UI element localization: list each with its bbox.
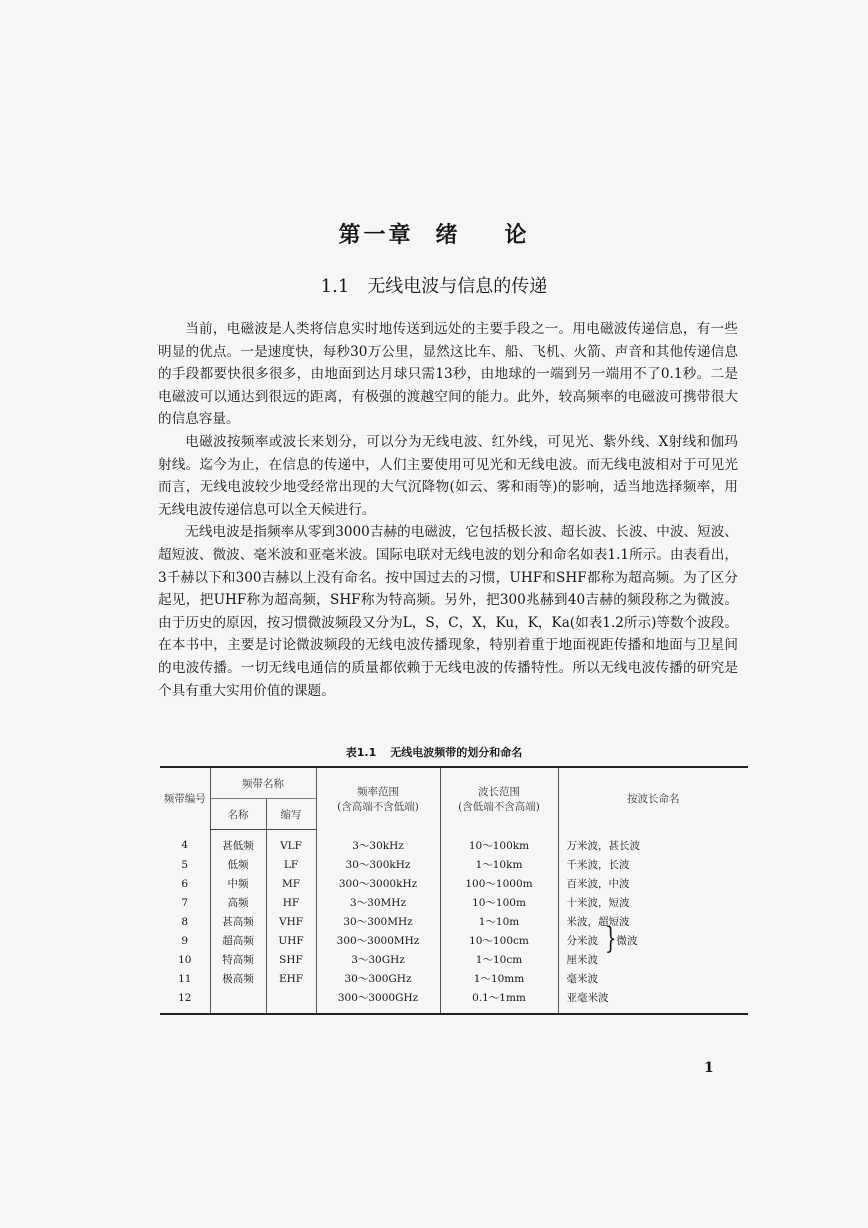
cell-wave-name: 分米波 — [566, 935, 598, 947]
cell-wave-name: 万米波，甚长波 — [558, 830, 748, 856]
cell-wave-name: 毫米波 — [558, 969, 748, 988]
cell-wave-name: 厘米波 — [558, 950, 748, 969]
section-title — [0, 272, 868, 298]
cell-wave: 10～100m — [440, 893, 558, 912]
cell-band-no: 6 — [181, 877, 189, 890]
cell-wave: 1～10mm — [440, 969, 558, 988]
table-row — [160, 874, 748, 893]
cell-wave: 1～10m — [440, 912, 558, 931]
cell-wave: 1～10cm — [440, 950, 558, 969]
cell-abbr: VLF — [266, 830, 316, 856]
cell-band-no: 11 — [178, 972, 192, 985]
table-row — [160, 893, 748, 912]
cell-name: 甚高频 — [210, 912, 266, 931]
cell-freq: 300～3000GHz — [316, 988, 440, 1014]
paragraph: 电磁波按频率或波长来划分，可以分为无线电波、红外线，可见光、紫外线、X射线和伽玛射线。迄今为止，在信息的传递中，人们主要使用可见光和无线电波。而无线电波相对于可见光而言，无线电波较少地受经常出现的大气沉降物(如云、雾和雨等)的影响，适当地选择频率，用无线电波传递信息可以全天候进行。 — [158, 433, 738, 518]
header-wave-name: 按波长命名 — [558, 767, 748, 830]
cell-name: 中频 — [210, 874, 266, 893]
table-row — [160, 969, 748, 988]
cell-band-no: 7 — [181, 896, 189, 909]
chapter-title-part-b: 论 — [504, 223, 530, 248]
header-wave-label: 波长范围 — [478, 785, 520, 798]
header-abbr: 缩写 — [266, 799, 316, 830]
microwave-label: 微波 — [616, 935, 638, 947]
header-freq — [316, 767, 440, 830]
table-row — [160, 931, 748, 950]
chapter-title-part-a: 绪 — [435, 223, 461, 248]
chapter-label: 第一章 — [338, 223, 414, 248]
cell-name: 低频 — [210, 855, 266, 874]
cell-abbr: HF — [266, 893, 316, 912]
cell-wave: 1～10km — [440, 855, 558, 874]
header-name: 名称 — [210, 799, 266, 830]
cell-band-no: 4 — [181, 839, 189, 852]
cell-freq: 30～300GHz — [316, 969, 440, 988]
cell-wave-name: 米波，超短波 — [558, 912, 748, 931]
cell-freq: 30～300MHz — [316, 912, 440, 931]
table-row — [160, 912, 748, 931]
header-freq-label: 频率范围 — [357, 785, 399, 798]
cell-freq: 300～3000kHz — [316, 874, 440, 893]
cell-abbr: EHF — [266, 969, 316, 988]
paragraph: 无线电波是指频率从零到3000吉赫的电磁波，它包括极长波、超长波、长波、中波、短波、超短波、微波、毫米波和亚毫米波。国际电联对无线电波的划分和命名如表1.1所示。由表看出，3千赫以下和300吉赫以上没有命名。按中国过去的习惯，UHF和SHF都称为超高频。为了区分起见，把UHF称为超高频，SHF称为特高频。另外，把300兆赫到40吉赫的频段称之为微波。由于历史的原因，按习惯微波频段又分为L，S，C，X，Ku，K，Ka(如表1.2所示)等数个波段。在本书中，主要是讨论微波频段的无线电波传播现象，特别着重于地面视距传播和地面与卫星间的电波传播。一切无线电通信的质量都依赖于无线电波的传播特性。所以无线电波传播的研究是个具有重大实用价值的课题。 — [158, 524, 738, 699]
cell-name: 甚低频 — [210, 830, 266, 856]
table-caption-number: 表1.1 — [345, 746, 377, 759]
table-row — [160, 855, 748, 874]
cell-abbr: MF — [266, 874, 316, 893]
table-caption-text: 无线电波频带的划分和命名 — [390, 746, 523, 759]
header-band-no: 频带编号 — [160, 767, 210, 830]
cell-wave: 0.1～1mm — [440, 988, 558, 1014]
header-band-name: 频带名称 — [210, 767, 316, 799]
cell-abbr — [266, 988, 316, 1014]
cell-wave-name: 亚毫米波 — [558, 988, 748, 1014]
cell-band-no: 8 — [181, 915, 189, 928]
cell-freq: 300～3000MHz — [316, 931, 440, 950]
page-number: 1 — [704, 1060, 714, 1076]
section-number: 1.1 — [320, 276, 350, 297]
cell-name: 超高频 — [210, 931, 266, 950]
cell-name: 极高频 — [210, 969, 266, 988]
cell-freq: 3～30kHz — [316, 830, 440, 856]
chapter-title — [0, 218, 868, 249]
frequency-band-table — [160, 766, 748, 1015]
cell-band-no: 9 — [181, 934, 189, 947]
cell-freq: 3～30GHz — [316, 950, 440, 969]
cell-abbr: SHF — [266, 950, 316, 969]
table-caption — [0, 744, 868, 760]
body-text — [158, 318, 738, 702]
table-row — [160, 988, 748, 1014]
cell-wave: 10～100cm — [440, 931, 558, 950]
cell-wave-name: 十米波，短波 — [558, 893, 748, 912]
header-wave-note: (含低端不含高端) — [458, 800, 540, 813]
cell-abbr: UHF — [266, 931, 316, 950]
cell-freq: 3～30MHz — [316, 893, 440, 912]
table-row — [160, 950, 748, 969]
cell-name — [210, 988, 266, 1014]
brace-symbol: } — [604, 921, 616, 956]
cell-wave-name: 千米波，长波 — [558, 855, 748, 874]
cell-band-no: 12 — [160, 988, 210, 1014]
section-heading: 无线电波与信息的传递 — [367, 276, 548, 297]
cell-wave: 10～100km — [440, 830, 558, 856]
paragraph: 当前，电磁波是人类将信息实时地传送到远处的主要手段之一。用电磁波传递信息，有一些明显的优点。一是速度快，每秒30万公里，显然这比车、船、飞机、火箭、声音和其他传递信息的手段都要快很多很多，由地面到达月球只需13秒，由地球的一端到另一端用不了0.1秒。二是电磁波可以通达到很远的距离，有极强的渡越空间的能力。此外，较高频率的电磁波可携带很大的信息容量。 — [158, 321, 738, 428]
header-freq-note: (含高端不含低端) — [337, 800, 419, 813]
cell-band-no: 10 — [178, 953, 192, 966]
table-row — [160, 830, 748, 856]
cell-wave-name: 百米波，中波 — [558, 874, 748, 893]
header-wave — [440, 767, 558, 830]
cell-name: 特高频 — [210, 950, 266, 969]
cell-abbr: VHF — [266, 912, 316, 931]
cell-abbr: LF — [266, 855, 316, 874]
cell-wave: 100～1000m — [440, 874, 558, 893]
cell-freq: 30～300kHz — [316, 855, 440, 874]
cell-band-no: 5 — [181, 858, 189, 871]
cell-name: 高频 — [210, 893, 266, 912]
